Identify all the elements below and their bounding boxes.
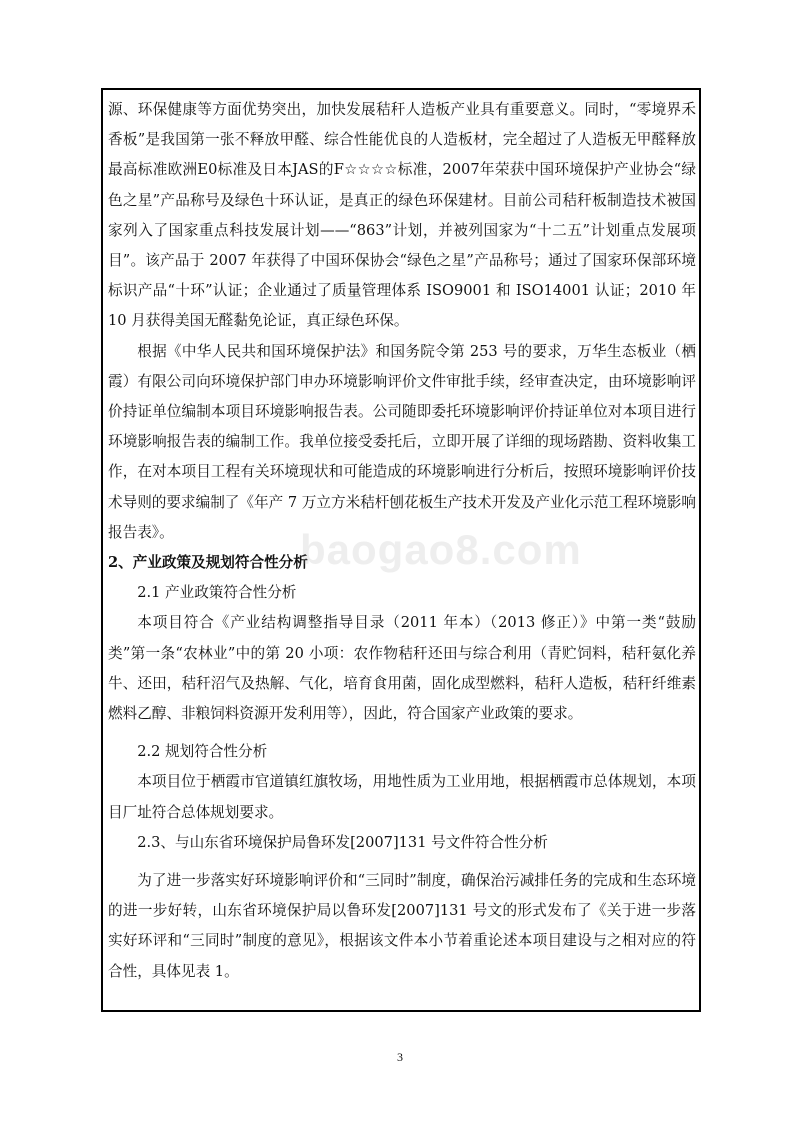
document-body — [108, 95, 696, 987]
subsection-2-2: 2.2 规划符合性分析 — [137, 743, 268, 761]
paragraph-planning: 本项目位于栖霞市官道镇红旗牧场，用地性质为工业用地，根据栖霞市总体规划，本项目厂址符合总体规划要求。 — [108, 773, 696, 821]
page-number: 3 — [397, 1050, 403, 1064]
subsection-2-3: 2.3、与山东省环境保护局鲁环发[2007]131 号文件符合性分析 — [137, 833, 548, 851]
paragraph-shandong-doc: 为了进一步落实好环境影响评价和“三同时”制度，确保治污减排任务的完成和生态环境的进一步好转，山东省环境保护局以鲁环发[2007]131 号文的形式发布了《关于进一步落实好环评和“三同时”制度的意见》，根据该文件本小节着重论述本项目建设与之相对应的符合性，具体见表 1。 — [108, 872, 696, 980]
paragraph-industry-policy: 本项目符合《产业结构调整指导目录（2011 年本）（2013 修正）》中第一类“鼓励类”第一条“农林业”中的第 20 小项：农作物秸秆还田与综合利用（青贮饲料，秸秆氨化养牛、还田，秸秆沼气及热解、气化，培育食用菌，固化成型燃料，秸秆人造板，秸秆纤维素燃料乙醇、非粮饲料资源开发利用等），因此，符合国家产业政策的要求。 — [108, 614, 696, 723]
watermark: baogao8.com — [300, 526, 582, 573]
section-heading-2: 2、产业政策及规划符合性分析 — [108, 554, 308, 572]
subsection-2-1: 2.1 产业政策符合性分析 — [137, 584, 297, 602]
paragraph-continued: 源、环保健康等方面优势突出，加快发展秸秆人造板产业具有重要意义。同时，“零境界禾香板”是我国第一张不释放甲醛、综合性能优良的人造板材，完全超过了人造板无甲醛释放最高标准欧洲E0标准及日本JAS的F☆☆☆☆标准，2007年荣获中国环境保护产业协会“绿色之星”产品称号及绿色十环认证，是真正的绿色环保建材。目前公司秸秆板制造技术被国家列入了国家重点科技发展计划——“863”计划，并被列国家为“十二五”计划重点发展项目”。该产品于 2007 年获得了中国环保协会“绿色之星”产品称号；通过了国家环保部环境标识产品“十环”认证；企业通过了质量管理体系 ISO9001 和 ISO14001 认证；2010 年 10 月获得美国无醛黏免论证，真正绿色环保。 — [108, 101, 696, 330]
paragraph-authority: 根据《中华人民共和国环境保护法》和国务院令第 253 号的要求，万华生态板业（栖霞）有限公司向环境保护部门申办环境影响评价文件审批手续，经审查决定，由环境影响评价持证单位编制本项目环境影响报告表。公司随即委托环境影响评价持证单位对本项目进行环境影响报告表的编制工作。我单位接受委托后，立即开展了详细的现场踏勘、资料收集工作，在对本项目工程有关环境现状和可能造成的环境影响进行分析后，按照环境影响评价技术导则的要求编制了《年产 7 万立方米秸杆刨花板生产技术开发及产业化示范工程环境影响报告表》。 — [108, 342, 696, 541]
